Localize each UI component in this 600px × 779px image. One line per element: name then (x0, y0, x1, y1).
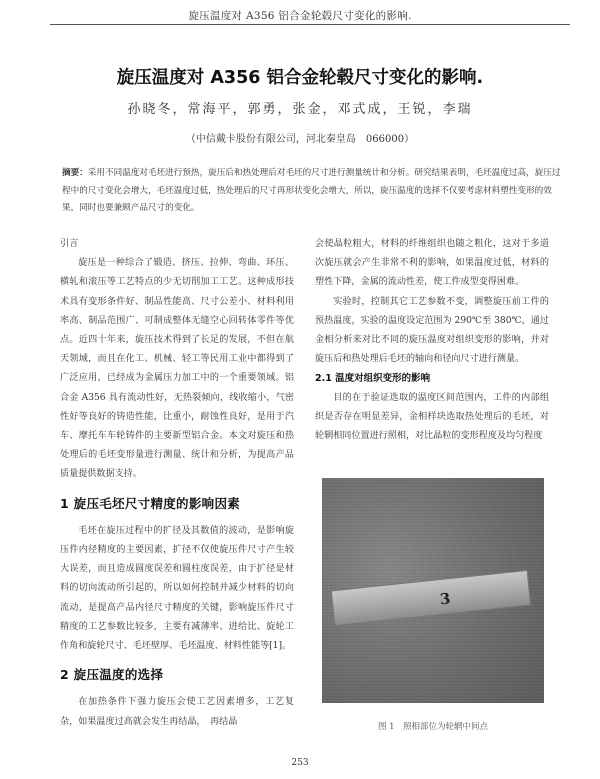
section-1-paragraph: 毛坯在旋压过程中的扩径及其数值的波动，是影响旋压件内径精度的主要因素，扩径不仅使旋压件尺寸产生较大误差，而且造成圆度误差和圆柱度误差，由于扩径是材料的切向流动所引起的，所以如何控制并减少材料的切向流动，是提高产品内径尺寸精度的关键，影响旋压件尺寸精度的工艺参数比较多，主要有减薄率、进给比、旋轮工作角和旋轮尺寸、毛坯壁厚、毛坯温度、材料性能等[1]。 (60, 525, 294, 652)
intro-paragraph: 旋压是一种综合了锻造、挤压、拉伸、弯曲、环压、横轧和滚压等工艺特点的少无切削加工工艺。这种成形技术具有变形条件好、制品性能高、尺寸公差小、材料利用率高、制品范围广、可制成整体无缝空心回转体零件等优点。近四十年来，旋压技术得到了长足的发展，不但在航天领域，而且在化工、机械、轻工等民用工业中都得到了广泛应用，已经成为金属压力加工中的一个重要领域。铝合金 A356 具有流动性好，无热裂倾向，线收缩小，气密性好等良好的铸造性能，比重小，耐蚀性良好，是用于汽车、摩托车车轮铸件的主要新型铝合金。本文对旋压和热处理后的毛坯变形量进行测量、统计和分析，为提高产品质量提供数据支持。 (60, 258, 294, 480)
running-head: 旋压温度对 A356 铝合金轮毂尺寸变化的影响. (188, 10, 412, 22)
page-number: 253 (291, 758, 309, 768)
subsection-2-1-heading: 2.1 温度对组织变形的影响 (315, 373, 431, 385)
figure-1-photo (322, 478, 544, 703)
author-list: 孙晓冬，常海平，郭勇，张金，邓式成，王锐，李瑞 (127, 102, 473, 117)
header-rule (50, 24, 570, 25)
abstract (62, 165, 562, 218)
wheel-rim-sample (331, 570, 532, 626)
right-column (315, 235, 549, 446)
paper-title: 旋压温度对 A356 铝合金轮毂尺寸变化的影响. (116, 68, 484, 88)
left-column (60, 235, 294, 732)
abstract-text: 采用不同温度对毛坯进行预热，旋压后和热处理后对毛坯的尺寸进行测量统计和分析。研究结果表明，毛坯温度过高，旋压过程中的尺寸变化会增大，毛坯温度过低，热处理后的尺寸再形状变化会增大，所以，旋压温度的选择不仅要考虑材料塑性变形的效果，同时也要兼顾产品尺寸的变化。 (62, 168, 561, 213)
intro-label: 引言 (60, 239, 79, 249)
figure-1 (322, 478, 544, 703)
experiment-paragraph: 实验时，控制其它工艺参数不变，调整旋压前工件的预热温度，实验的温度设定范围为 290℃至 380℃，通过金相分析来对比不同的旋压温度对组织变形的影响，并对旋压后和热处理后毛坯的轴向和径向尺寸进行测量。 (315, 296, 549, 365)
section-1-heading: 1 旋压毛坯尺寸精度的影响因素 (60, 495, 241, 511)
section-2-heading: 2 旋压温度的选择 (60, 667, 164, 683)
subsection-2-1-paragraph: 目的在于验证选取的温度区间范围内，工件的内部组织是否存在明显差异，金相样块选取热处理后的毛坯，对轮辋相同位置进行照相，对比晶粒的变形程度及均匀程度 (315, 392, 549, 442)
continued-paragraph: 会使晶粒粗大，材料的纤维组织也随之粗化，这对于多道次旋压就会产生非常不利的影响，如果温度过低，材料的塑性下降，金属的流动性差，使工件成型变得困难。 (315, 239, 549, 288)
sample-mark: 3 (439, 589, 452, 609)
affiliation: （中信戴卡股份有限公司，河北秦皇岛 066000） (185, 134, 415, 145)
section-2-paragraph: 在加热条件下强力旋压会使工艺因素增多，工艺复杂，如果温度过高就会发生再结晶， 再结晶 (60, 697, 294, 727)
abstract-label: 摘要： (62, 168, 88, 178)
figure-1-caption: 图 1 照相部位为轮辋中间点 (377, 722, 489, 732)
